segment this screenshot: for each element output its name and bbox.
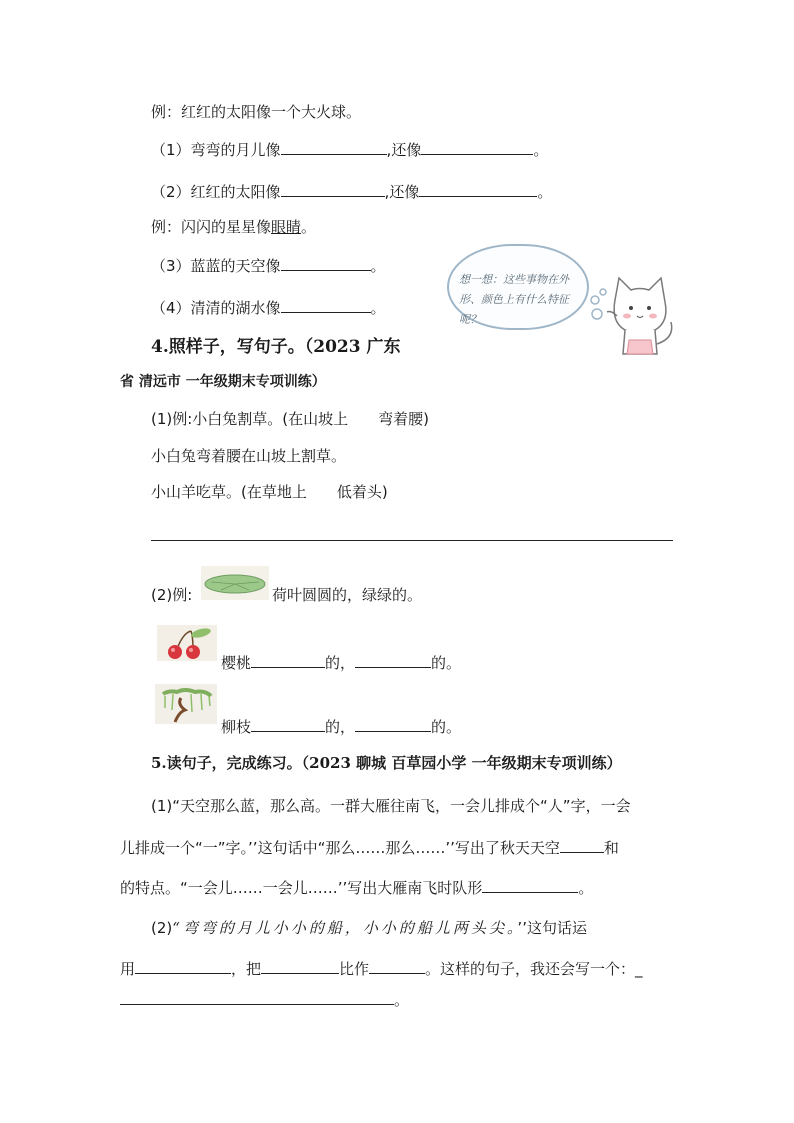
q5-1-line2 (120, 838, 619, 857)
example-stars (151, 218, 316, 236)
cherry-sentence (221, 653, 461, 672)
q5-1-line2-text: 儿排成一个“一”字。’’这句话中“那么……那么……’’写出了秋天天空 (120, 839, 560, 857)
item-1-mid: ,还像 (386, 141, 422, 159)
q5-2-bizuo: 比作 (339, 960, 370, 978)
answer-line[interactable] (151, 540, 673, 541)
period: 。 (370, 257, 386, 275)
item-2-mid: ,还像 (384, 183, 420, 201)
de-comma: 的， (325, 654, 356, 672)
period: 。 (370, 299, 386, 317)
q2-example-label: (2)例: (151, 586, 193, 604)
q5-2-quote: “弯弯的月儿小小的船，小小的船儿两头尖。 (172, 919, 518, 937)
answer-blank[interactable] (369, 959, 425, 974)
section-5-title: 5.读句子，完成练习。（2023 聊城 百草园小学 一年级期末专项训练） (151, 754, 622, 772)
q1-example: (1)例:小白兔割草。(在山坡上 弯着腰) (151, 410, 430, 428)
answer-blank[interactable] (482, 878, 578, 893)
cat-illustration (585, 270, 680, 360)
q5-2-number: (2) (151, 919, 173, 937)
example-stars-underlined: 眼睛 (271, 218, 302, 236)
item-4-text: （4）清清的湖水像 (151, 299, 281, 317)
period: 。 (394, 991, 410, 1009)
example-sun: 例：红红的太阳像一个大火球。 (151, 103, 362, 121)
q5-2-use: 用 (120, 960, 136, 978)
item-1-moon (151, 140, 548, 159)
q1-example-answer: 小白兔弯着腰在山坡上割草。 (151, 447, 347, 465)
thought-bubble-text: 想一想：这些事物在外形、颜色上有什么特征呢？ (459, 273, 569, 326)
answer-blank[interactable] (281, 298, 371, 313)
q5-2-line3 (120, 990, 409, 1009)
willow-label: 柳枝 (221, 718, 252, 736)
answer-blank[interactable] (421, 140, 533, 155)
period: 。 (578, 879, 594, 897)
de-period: 的。 (431, 654, 462, 672)
item-4-lake (151, 298, 386, 317)
de-period: 的。 (431, 718, 462, 736)
q5-1-line2-and: 和 (603, 839, 619, 857)
answer-blank[interactable] (261, 959, 339, 974)
item-3-text: （3）蓝蓝的天空像 (151, 257, 281, 275)
answer-blank[interactable] (120, 990, 394, 1005)
item-1-text: （1）弯弯的月儿像 (151, 141, 281, 159)
item-2-text: （2）红红的太阳像 (151, 183, 281, 201)
q5-2-line1 (151, 919, 587, 937)
section-4-title: 4.照样子，写句子。（2023 广东 (151, 337, 401, 357)
q5-2-line2-end: 。这样的句子，我还会写一个：_ (425, 960, 643, 978)
period: 。 (533, 141, 549, 159)
q5-1-line1: (1)“天空那么蓝，那么高。一群大雁往南飞，一会儿排成个“人”字，一会 (151, 797, 631, 815)
q5-2-ba: ，把 (231, 960, 262, 978)
willow-sentence (221, 717, 461, 736)
willow-image (155, 684, 217, 724)
section-4-title-cont: 省 清远市 一年级期末专项训练） (120, 374, 326, 390)
answer-blank[interactable] (135, 959, 231, 974)
answer-blank[interactable] (281, 140, 387, 155)
cherry-image (157, 625, 217, 661)
answer-blank[interactable] (281, 182, 385, 197)
answer-blank[interactable] (251, 717, 325, 732)
period: 。 (537, 183, 553, 201)
answer-blank[interactable] (355, 717, 431, 732)
period: 。 (301, 218, 317, 236)
item-3-sky (151, 256, 386, 275)
q5-2-line2 (120, 959, 643, 978)
q5-2-line1-end: ’’这句话运 (517, 919, 587, 937)
q5-1-line3-text: 的特点。“一会儿……一会儿……’’写出大雁南飞时队形 (120, 879, 483, 897)
q2-example-text: 荷叶圆圆的，绿绿的。 (272, 586, 423, 604)
cherry-label: 樱桃 (221, 654, 252, 672)
answer-blank[interactable] (355, 653, 431, 668)
answer-blank[interactable] (251, 653, 325, 668)
q1-task: 小山羊吃草。(在草地上 低着头) (151, 483, 388, 501)
de-comma: 的， (325, 718, 356, 736)
answer-blank[interactable] (281, 256, 371, 271)
example-stars-text: 例：闪闪的星星像 (151, 218, 272, 236)
item-2-sun (151, 182, 552, 201)
q5-1-line3 (120, 878, 593, 897)
answer-blank[interactable] (419, 182, 537, 197)
answer-blank[interactable] (560, 838, 604, 853)
lotus-leaf-image (201, 566, 269, 600)
